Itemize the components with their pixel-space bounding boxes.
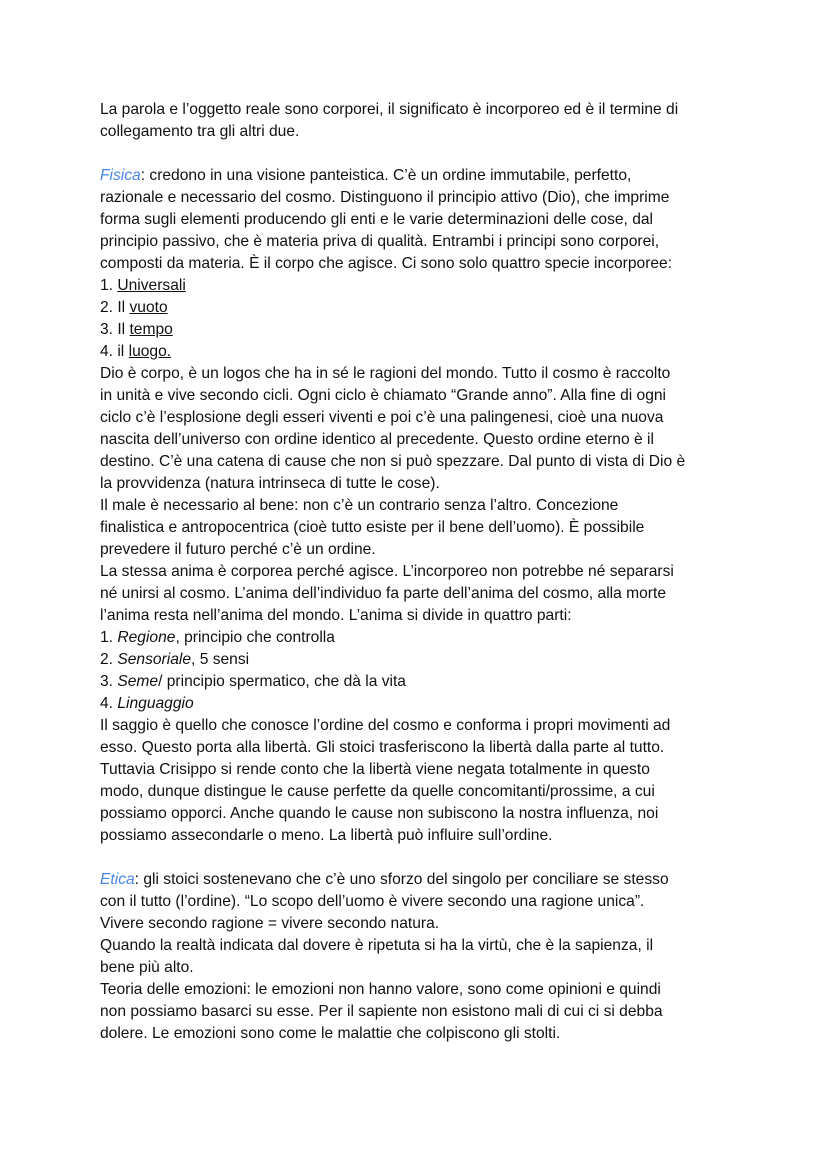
paragraph-gap [100,847,740,869]
saggio-line: possiamo opporci. Anche quando le cause non subiscono la nostra influenza, noi [100,805,659,822]
incorporei-item [100,319,740,341]
saggio-line: Il saggio è quello che conosce l’ordine del cosmo e conforma i propri movimenti ad [100,717,671,734]
saggio-line: Tuttavia Crisippo si rende conto che la libertà viene negata totalmente in questo [100,761,650,778]
saggio-line: modo, dunque distingue le cause perfette da quelle concomitanti/prossime, a cui [100,783,655,800]
list-number: 1. [100,629,118,646]
etica-heading: Etica [100,871,135,888]
list-term: Seme [117,673,159,690]
etica-line: non possiamo basarci su esse. Per il sapiente non esistono mali di cui ci si debba [100,1003,663,1020]
male-line: prevedere il futuro perché c’è un ordine. [100,541,376,558]
list-number: 2. Il [100,299,130,316]
anima-part-item [100,693,740,715]
etica-line-text: : gli stoici sostenevano che c’è uno sforzo del singolo per conciliare se stesso [134,871,669,888]
male-line: Il male è necessario al bene: non c’è un contrario senza l’altro. Concezione [100,497,619,514]
anima-line: né unirsi al cosmo. L’anima dell’individuo fa parte dell’anima del cosmo, alla morte [100,585,666,602]
etica-line: con il tutto (l’ordine). “Lo scopo dell’uomo è vivere secondo una ragione unica”. [100,893,645,910]
list-number: 4. [100,695,118,712]
anima-part-item [100,627,740,649]
list-term: Regione [117,629,176,646]
anima-line: l’anima resta nell’anima del mondo. L’anima si divide in quattro parti: [100,607,572,624]
fisica-line: razionale e necessario del cosmo. Distinguono il principio attivo (Dio), che imprime [100,189,670,206]
etica-line: dolere. Le emozioni sono come le malattie che colpiscono gli stolti. [100,1025,561,1042]
fisica-line-text: : credono in una visione panteistica. C’è un ordine immutabile, perfetto, [140,167,632,184]
etica-line: bene più alto. [100,959,194,976]
list-number: 1. [100,277,118,294]
saggio-line: possiamo assecondarle o meno. La libertà può influire sull’ordine. [100,827,553,844]
dio-line: ciclo c’è l’esplosione degli esseri viventi e poi c’è una palingenesi, cioè una nuova [100,409,664,426]
fisica-line: composti da materia. È il corpo che agisce. Ci sono solo quattro specie incorporee: [100,255,673,272]
intro-line: collegamento tra gli altri due. [100,123,300,140]
fisica-first-line [100,165,740,187]
fisica-line: principio passivo, che è materia priva di qualità. Entrambi i principi sono corporei, [100,233,660,250]
incorporei-item [100,341,740,363]
male-line: finalistica e antropocentrica (cioè tutto esiste per il bene dell’uomo). È possibile [100,519,645,536]
dio-line: Dio è corpo, è un logos che ha in sé le ragioni del mondo. Tutto il cosmo è raccolto [100,365,671,382]
incorporei-item [100,275,740,297]
saggio-line: esso. Questo porta alla libertà. Gli stoici trasferiscono la libertà dalla parte al tutto. [100,739,665,756]
list-number: 2. [100,651,118,668]
document-page [100,99,740,1045]
list-term: tempo [129,321,173,338]
list-desc: , 5 sensi [191,651,250,668]
list-term: vuoto [129,299,168,316]
paragraph-gap [100,143,740,165]
list-desc: / principio spermatico, che dà la vita [158,673,406,690]
dio-line: destino. C’è una catena di cause che non si può spezzare. Dal punto di vista di Dio è [100,453,686,470]
list-number: 3. [100,673,118,690]
anima-part-item [100,671,740,693]
list-desc: , principio che controlla [175,629,335,646]
dio-line: in unità e vive secondo cicli. Ogni ciclo è chiamato “Grande anno”. Alla fine di ogni [100,387,667,404]
etica-line: Vivere secondo ragione = vivere secondo natura. [100,915,440,932]
list-term: Sensoriale [117,651,192,668]
dio-line: nascita dell’universo con ordine identico al precedente. Questo ordine eterno è il [100,431,654,448]
list-term: Universali [117,277,186,294]
anima-line: La stessa anima è corporea perché agisce. L’incorporeo non potrebbe né separarsi [100,563,674,580]
etica-line: Teoria delle emozioni: le emozioni non hanno valore, sono come opinioni e quindi [100,981,661,998]
fisica-line: forma sugli elementi producendo gli enti e le varie determinazioni delle cose, dal [100,211,654,228]
list-term: luogo. [128,343,172,360]
etica-first-line [100,869,740,891]
dio-line: la provvidenza (natura intrinseca di tutte le cose). [100,475,440,492]
incorporei-item [100,297,740,319]
intro-line: La parola e l’oggetto reale sono corporei, il significato è incorporeo ed è il termine di [100,101,679,118]
list-number: 4. il [100,343,129,360]
list-number: 3. Il [100,321,130,338]
fisica-heading: Fisica [100,167,141,184]
etica-line: Quando la realtà indicata dal dovere è ripetuta si ha la virtù, che è la sapienza, il [100,937,654,954]
list-term: Linguaggio [117,695,194,712]
anima-part-item [100,649,740,671]
